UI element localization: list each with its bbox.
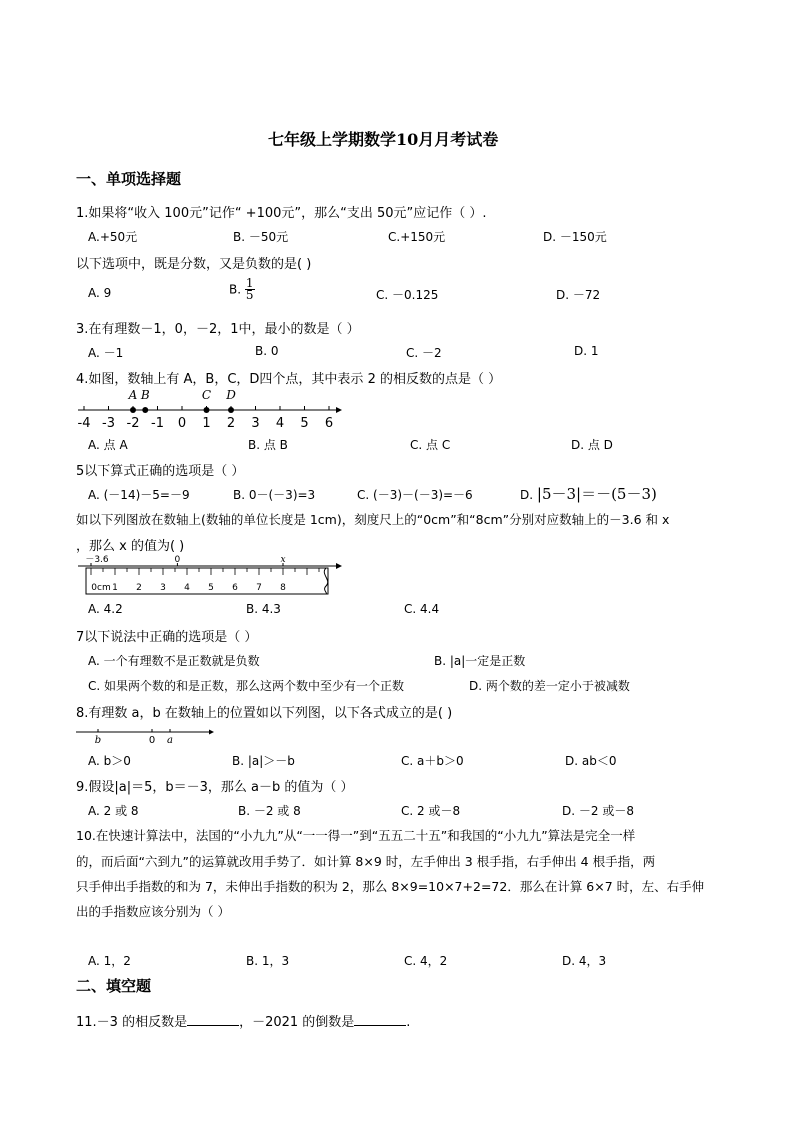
number-line-figure xyxy=(74,386,349,432)
question-4-option-d[interactable]: D. 点 D xyxy=(571,438,613,452)
number-line-point xyxy=(142,407,148,413)
question-3-option-d[interactable]: D. 1 xyxy=(574,344,599,358)
ab-line-label: a xyxy=(167,735,173,746)
question-5-option-b[interactable]: B. 0－(－3)=3 xyxy=(233,488,316,502)
question-7-option-a[interactable]: A. 一个有理数不是正数就是负数 xyxy=(88,654,260,668)
question-8-option-d[interactable]: D. ab＜0 xyxy=(565,754,617,768)
question-1-stem: 1.如果将“收入 100元”记作“ +100元”，那么“支出 50元”应记作（ ）. xyxy=(76,206,487,221)
ruler-number: 4 xyxy=(184,583,190,593)
question-4-option-b[interactable]: B. 点 B xyxy=(248,438,288,452)
question-11 xyxy=(76,1011,410,1030)
number-line-point-label: D xyxy=(226,388,236,402)
number-line-tick-label: 0 xyxy=(177,416,187,431)
ruler-number: 7 xyxy=(256,583,262,593)
number-line-tick-label: -1 xyxy=(151,416,164,431)
question-8-option-a[interactable]: A. b＞0 xyxy=(88,754,131,768)
question-2-stem: 以下选项中，既是分数，又是负数的是( ) xyxy=(76,257,312,272)
question-2-option-a[interactable]: A. 9 xyxy=(88,286,112,300)
ruler-number: 2 xyxy=(136,583,142,593)
number-line-tick-label: 3 xyxy=(251,416,260,431)
number-line-arrow xyxy=(336,407,342,413)
number-line-tick-label: 4 xyxy=(275,416,285,431)
question-2-option-b[interactable] xyxy=(229,278,255,301)
question-10-option-b[interactable]: B. 1，3 xyxy=(246,954,290,968)
question-11-part-3: . xyxy=(406,1015,411,1030)
question-5-stem: 5以下算式正确的选项是（ ） xyxy=(76,464,245,479)
question-7-stem: 7以下说法中正确的选项是（ ） xyxy=(76,630,258,645)
question-5-option-c[interactable]: C. (－3)－(－3)=－6 xyxy=(357,488,473,502)
section-heading-fill-in: 二、填空题 xyxy=(76,977,152,995)
question-7-option-b[interactable]: B. |a|一定是正数 xyxy=(434,654,526,668)
number-line-point-label: B xyxy=(140,388,150,402)
question-10-option-d[interactable]: D. 4，3 xyxy=(562,954,607,968)
question-5-option-d-label: D. xyxy=(520,488,534,502)
question-7-option-c[interactable]: C. 如果两个数的和是正数，那么这两个数中至少有一个正数 xyxy=(88,679,405,693)
question-1-option-c[interactable]: C.+150元 xyxy=(388,230,446,244)
question-2-option-b-label: B. xyxy=(229,282,242,297)
question-9-option-a[interactable]: A. 2 或 8 xyxy=(88,804,139,818)
number-line-tick-label: 1 xyxy=(202,416,211,431)
ruler-on-number-line-figure xyxy=(74,553,349,597)
ruler-number: 5 xyxy=(208,583,214,593)
ab-line-label: b xyxy=(94,735,102,746)
question-2-option-d[interactable]: D. －72 xyxy=(556,288,601,302)
question-2-option-c[interactable]: C. －0.125 xyxy=(376,288,439,302)
ruler-axis-label: －3.6 xyxy=(85,555,109,565)
question-8-stem: 8.有理数 a，b 在数轴上的位置如以下列图，以下各式成立的是( ) xyxy=(76,706,453,721)
question-10-option-a[interactable]: A. 1，2 xyxy=(88,954,131,968)
ruler-number: 0cm xyxy=(91,583,111,593)
question-3-option-c[interactable]: C. －2 xyxy=(406,346,442,360)
number-line-tick-label: 2 xyxy=(226,416,236,431)
question-8-option-b[interactable]: B. |a|＞－b xyxy=(232,754,295,768)
question-10-line-2: 的，而后面“六到九”的运算就改用手势了．如计算 8×9 时，左手伸出 3 根手指，右手伸出 4 根手指，两 xyxy=(76,854,656,869)
question-6-option-b[interactable]: B. 4.3 xyxy=(246,602,281,616)
ruler-axis-label: 0 xyxy=(174,555,181,565)
ruler-number: 8 xyxy=(280,583,286,593)
number-line-tick-label: -4 xyxy=(77,416,91,431)
question-5-option-a[interactable]: A. (－14)－5=－9 xyxy=(88,488,190,502)
question-3-option-b[interactable]: B. 0 xyxy=(255,344,279,358)
fraction-denominator: 5 xyxy=(245,288,254,302)
question-4-option-c[interactable]: C. 点 C xyxy=(410,438,451,452)
ruler-number: 3 xyxy=(160,583,166,593)
section-heading-choice: 一、单项选择题 xyxy=(76,170,182,188)
page-title: 七年级上学期数学10月月考试卷 xyxy=(268,130,499,149)
fraction-one-fifth xyxy=(245,278,255,301)
question-6-stem-line2: ，那么 x 的值为( ) xyxy=(76,539,185,554)
question-9-option-c[interactable]: C. 2 或－8 xyxy=(401,804,461,818)
answer-blank-1[interactable] xyxy=(187,1013,239,1026)
question-10-option-c[interactable]: C. 4，2 xyxy=(404,954,448,968)
ruler-axis-label: x xyxy=(280,555,286,565)
question-10-line-3: 只手伸出手指数的和为 7，未伸出手指数的积为 2，那么 8×9=10×7+2=72．那么在计算 6×7 时，左、右手伸 xyxy=(76,879,705,894)
question-1-option-d[interactable]: D. －150元 xyxy=(543,230,607,244)
number-line-point-label: C xyxy=(201,388,212,402)
ab-number-line-figure xyxy=(74,724,219,746)
question-10-line-1: 10.在快速计算法中，法国的“小九九”从“一一得一”到“五五二十五”和我国的“小九九”算法是完全一样 xyxy=(76,828,636,843)
ruler-number: 1 xyxy=(112,583,118,593)
ruler-number: 6 xyxy=(232,583,238,593)
question-5-option-d[interactable] xyxy=(520,483,657,504)
ab-number-line-arrow xyxy=(209,730,214,735)
ab-line-label: 0 xyxy=(148,735,156,746)
question-7-option-d[interactable]: D. 两个数的差一定小于被减数 xyxy=(469,679,630,693)
question-3-option-a[interactable]: A. －1 xyxy=(88,346,124,360)
number-line-point xyxy=(130,407,136,413)
number-line-point xyxy=(228,407,234,413)
absolute-value-expression: |5－3|＝－(5－3) xyxy=(536,485,657,503)
question-10-line-4: 出的手指数应该分别为（ ） xyxy=(76,904,230,919)
question-4-option-a[interactable]: A. 点 A xyxy=(88,438,128,452)
number-line-tick-label: 5 xyxy=(300,416,309,431)
question-3-stem: 3.在有理数－1，0，－2，1中，最小的数是（ ） xyxy=(76,322,360,337)
question-9-stem: 9.假设|a|＝5，b＝－3，那么 a－b 的值为（ ） xyxy=(76,780,354,795)
number-line-point xyxy=(204,407,210,413)
ruler-figure-arrow xyxy=(336,563,342,569)
number-line-tick-label: 6 xyxy=(324,416,334,431)
question-8-option-c[interactable]: C. a＋b＞0 xyxy=(401,754,464,768)
question-9-option-b[interactable]: B. －2 或 8 xyxy=(238,804,301,818)
question-6-stem-line1: 如以下列图放在数轴上(数轴的单位长度是 1cm)，刻度尺上的“0cm”和“8cm”分别对应数轴上的－3.6 和 x xyxy=(76,512,670,527)
question-9-option-d[interactable]: D. －2 或－8 xyxy=(562,804,634,818)
number-line-tick-label: -2 xyxy=(126,416,140,431)
fraction-numerator: 1 xyxy=(245,276,254,290)
number-line-point-label: A xyxy=(128,388,138,402)
question-6-option-c[interactable]: C. 4.4 xyxy=(404,602,440,616)
question-1-option-b[interactable]: B. －50元 xyxy=(233,230,289,244)
question-6-option-a[interactable]: A. 4.2 xyxy=(88,602,123,616)
question-1-option-a[interactable]: A.+50元 xyxy=(88,230,138,244)
answer-blank-2[interactable] xyxy=(354,1013,406,1026)
number-line-tick-label: -3 xyxy=(102,416,115,431)
question-11-part-1: 11.－3 的相反数是 xyxy=(76,1015,188,1030)
ruler-body xyxy=(86,568,328,594)
question-11-part-2: ，－2021 的倒数是 xyxy=(239,1015,355,1030)
question-4-stem: 4.如图，数轴上有 A，B，C，D四个点，其中表示 2 的相反数的点是（ ） xyxy=(76,372,502,387)
